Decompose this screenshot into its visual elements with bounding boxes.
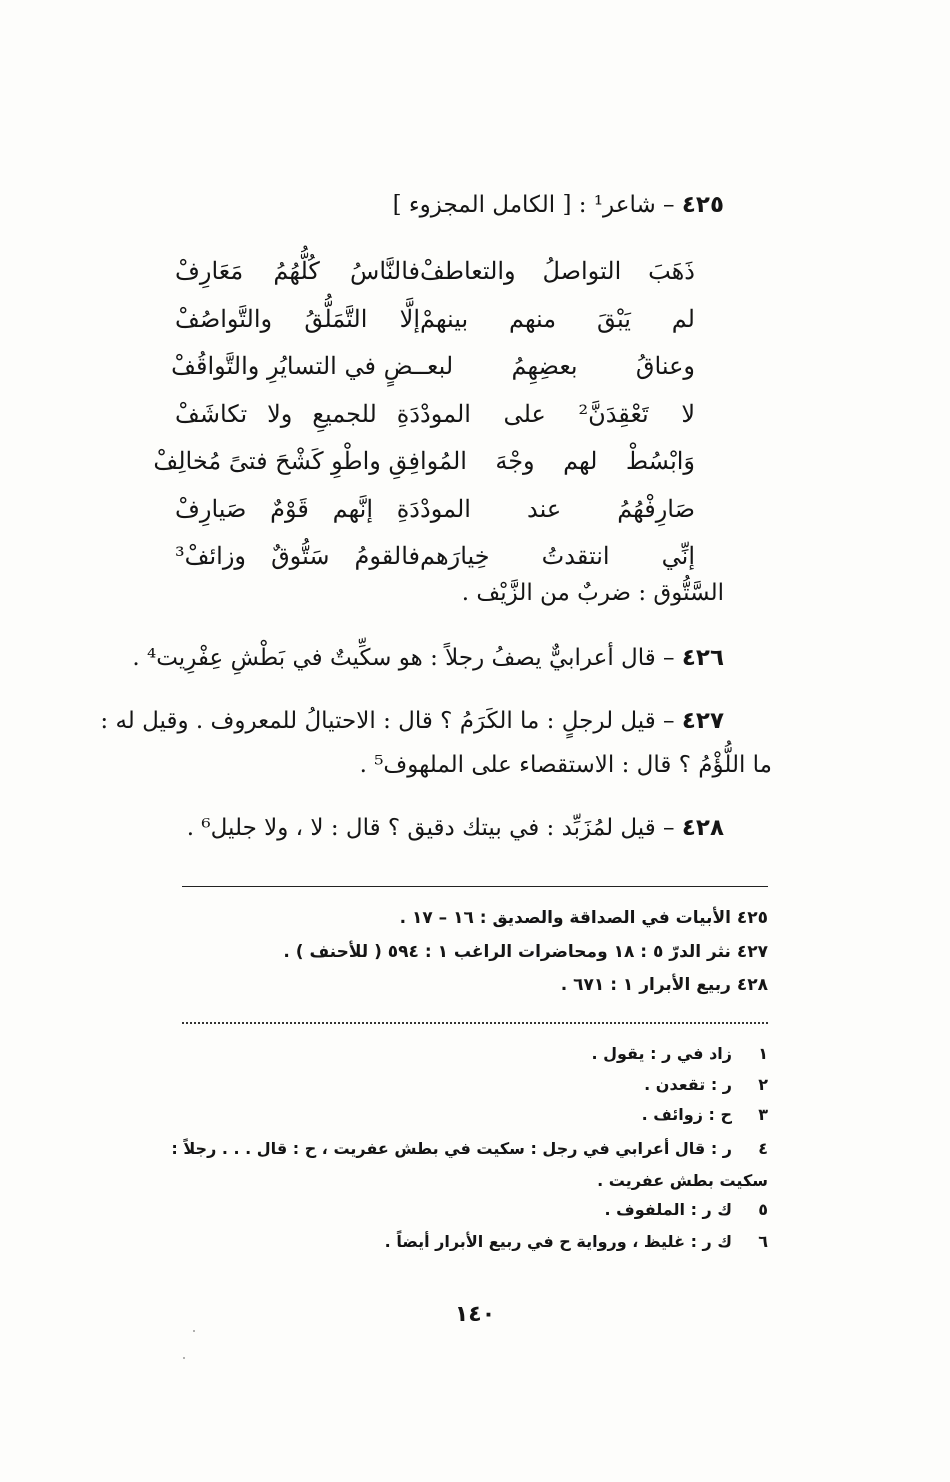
footnote — [385, 1232, 768, 1251]
entry-428 — [187, 815, 724, 841]
source-number: ٤٢٧ — [736, 942, 768, 962]
entry-number: ٤٢٦ — [681, 645, 724, 671]
footnote-number: ٥ — [758, 1200, 768, 1219]
footnote-text: زاد في ر : يقول . — [591, 1044, 732, 1063]
source-number: ٤٢٨ — [736, 975, 768, 995]
verse-first-hemistich: وعناقُ بعضِهِمُ لبعـ — [420, 352, 695, 380]
verse-first-hemistich: وَابْسُطْ لهم وجْهَ المُوا — [420, 447, 695, 475]
source-note — [283, 942, 768, 962]
verse-first-hemistich: لا تَعْقِدَنَّ² على المودْ — [420, 399, 696, 428]
entry-number: ٤٢٨ — [681, 815, 724, 841]
footnote-number: ٢ — [758, 1075, 768, 1094]
footnote — [642, 1105, 768, 1124]
verse — [175, 391, 695, 439]
entry-text: – قيل لرجلٍ : ما الكَرَمُ ؟ قال : الاحتيالُ للمعروف . وقيل له : — [100, 708, 675, 734]
footnote-dotted-divider — [182, 1022, 768, 1024]
source-text: ربيع الأبرار ١ : ٦٧١ . — [560, 975, 731, 995]
footnote-number: ١ — [758, 1044, 768, 1063]
entry-number: ٤٢٧ — [681, 708, 724, 734]
verse-first-hemistich: صَارِفْهُمُ عند المودْ — [420, 494, 695, 523]
footnote-text: ك ر : غليظ ، ورواية ح في ربيع الأبرار أيضاً . — [384, 1232, 732, 1251]
footnote-number: ٦ — [758, 1232, 768, 1251]
verse-second-hemistich: فالنَّاسُ كُلُّهُمُ مَعَارِفْ — [175, 257, 420, 285]
entry-427 — [100, 708, 724, 734]
verse-second-hemistich: إلَّا التَّمَلُّقُ والتَّواصُفْ — [175, 304, 420, 333]
entry-427-continuation: ما اللُّؤْمُ ؟ قال : الاستقصاء على الملهوف⁵ . — [359, 752, 772, 778]
source-note — [561, 975, 768, 995]
verse — [175, 248, 695, 296]
gloss-note: السَّتُّوق : ضربٌ من الزَّيْف . — [461, 580, 724, 606]
heading-text: – شاعر¹ : [ الكامل المجزوء ] — [392, 192, 675, 218]
entry-text: – قال أعرابيٌّ يصفُ رجلاً : هو سكِّيتٌ في بَطْشِ عِفْرِيت⁴ . — [132, 645, 675, 671]
verse-first-hemistich: لم يَبْقَ منهم بينهمْ — [420, 304, 695, 333]
scan-speck — [183, 1357, 185, 1359]
footnote-divider — [182, 886, 768, 887]
verse-second-hemistich: دَةِ للجميعِ ولا تكاشَفْ — [175, 399, 420, 428]
source-note — [400, 908, 768, 928]
footnote-number: ٣ — [758, 1105, 768, 1124]
source-text: الأبيات في الصداقة والصديق : ١٦ – ١٧ . — [399, 908, 731, 928]
verse-first-hemistich: ذَهَبَ التواصلُ والتعاطفْ — [420, 257, 695, 285]
entry-425-heading — [224, 192, 724, 218]
entry-number: ٤٢٥ — [681, 192, 724, 218]
page-number: ١٤٠ — [454, 1302, 496, 1327]
verse-first-hemistich: إنِّي انتقدتُ خِيارَهم — [420, 542, 695, 570]
verse — [171, 343, 695, 391]
verse — [153, 438, 695, 486]
footnote-number: ٤ — [758, 1139, 768, 1158]
entry-426 — [132, 645, 724, 671]
footnote-text: ك ر : الملفوف . — [604, 1200, 732, 1219]
footnote — [591, 1044, 768, 1063]
footnote-text: ر : قال أعرابي في رجل : سكيت في بطش عفريت ، ح : قال . . . رجلاً : سكيت بطش عفريت . — [171, 1139, 768, 1190]
footnote — [644, 1075, 768, 1094]
footnote-text: ر : تقعدن . — [644, 1075, 732, 1094]
verse-second-hemistich: ـضٍ في التسايُرِ والتَّواقُفْ — [171, 352, 420, 380]
verse-second-hemistich: فِقِ واطْوِ كَشْحَ فتىً مُخالِفْ — [153, 447, 420, 475]
source-number: ٤٢٥ — [736, 908, 768, 928]
poem — [153, 248, 696, 581]
entry-text: – قيل لمُزَبِّد : في بيتك دقيق ؟ قال : لا ، ولا جليل⁶ . — [186, 815, 675, 841]
verse-second-hemistich: فالقومُ سَتُّوقٌ وزائفْ³ — [175, 542, 420, 570]
footnote-text: ح : زوائف . — [641, 1105, 732, 1124]
verse — [175, 533, 695, 581]
verse — [175, 296, 695, 344]
verse — [175, 486, 695, 534]
footnote — [118, 1133, 768, 1197]
scan-speck — [193, 1330, 195, 1332]
source-text: نثر الدرّ ٥ : ١٨ ومحاضرات الراغب ١ : ٥٩٤ ( للأحنف ) . — [283, 942, 731, 962]
verse-second-hemistich: دَةِ إنَّهم قَوْمٌ صَيارِفْ — [175, 494, 420, 523]
footnote — [604, 1200, 768, 1219]
